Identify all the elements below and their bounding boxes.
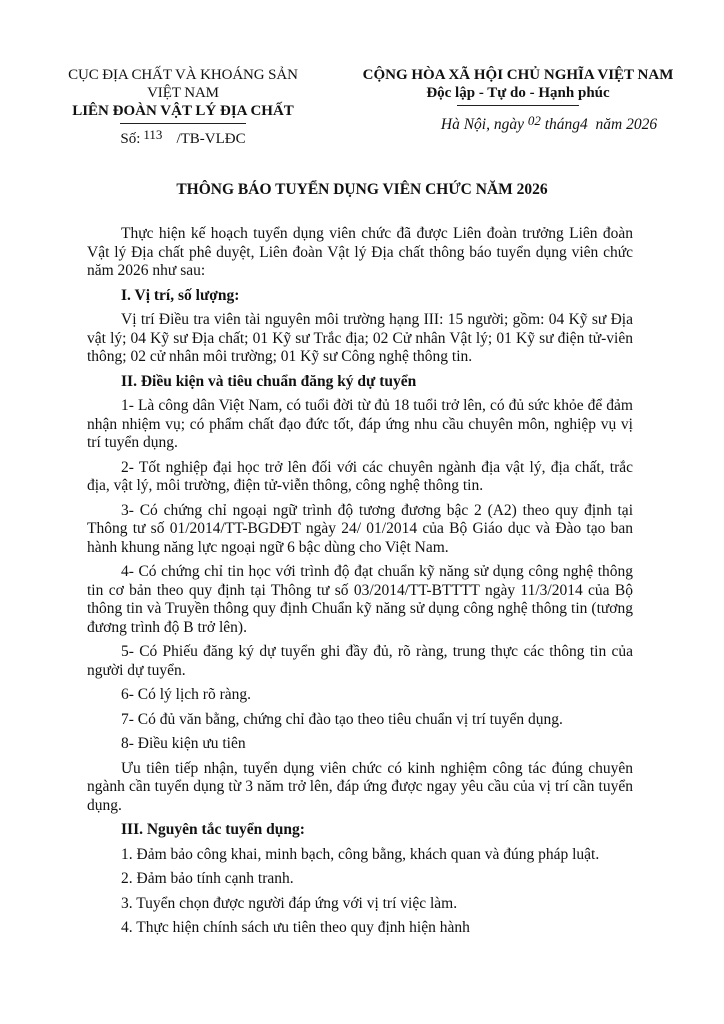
section-2-heading: II. Điều kiện và tiêu chuẩn đăng ký dự tuyển <box>121 372 417 390</box>
principle-item: 2. Đảm bảo tính cạnh tranh. <box>121 870 294 887</box>
doc-number-value: 113 <box>143 127 163 142</box>
section-3-heading: III. Nguyên tắc tuyển dụng: <box>121 821 305 838</box>
section-1-heading: I. Vị trí, số lượng: <box>121 286 240 304</box>
document-number <box>48 127 318 148</box>
principle-item: 4. Thực hiện chính sách ưu tiên theo quy định hiện hành <box>121 919 470 936</box>
date-year: năm 2026 <box>595 116 658 133</box>
agency-line-2: VIỆT NAM <box>147 85 219 101</box>
national-header <box>348 66 688 134</box>
intro-paragraph: Thực hiện kế hoạch tuyển dụng viên chức đã được Liên đoàn trưởng Liên đoàn Vật lý Địa chất phê duyệt, Liên đoàn Vật lý Địa chất thông báo tuyển dụng viên chức năm 2026 như sau: <box>87 225 633 279</box>
condition-item: 5- Có Phiếu đăng ký dự tuyển ghi đầy đủ, rõ ràng, trung thực các thông tin của người dự tuyển. <box>87 643 633 679</box>
issuer-block <box>48 66 318 148</box>
motto-underline <box>457 105 579 106</box>
condition-item: 4- Có chứng chỉ tin học với trình độ đạt chuẩn kỹ năng sử dụng công nghệ thông tin cơ bản theo quy định tại Thông tư số 03/2014/TT-BTTTT ngày 11/3/2014 của Bộ thông tin và Truyền thông quy định Chuẩn kỹ năng sử dụng công nghệ thông tin (tương đương trình độ B trở lên). <box>87 563 633 636</box>
issuer-underline <box>120 123 246 124</box>
condition-item: 6- Có lý lịch rõ ràng. <box>121 686 252 703</box>
condition-item: 1- Là công dân Việt Nam, có tuổi đời từ đủ 18 tuổi trở lên, có đủ sức khỏe để đảm nhận nhiệm vụ; có phẩm chất đạo đức tốt, đáp ứng nhu cầu chuyên môn, nghiệp vụ vị trí tuyển dụng. <box>87 397 633 451</box>
date-month: 4 <box>580 116 588 133</box>
month-label: tháng <box>544 116 581 133</box>
date-day: 02 <box>527 113 541 128</box>
condition-item: 3- Có chứng chỉ ngoại ngữ trình độ tương đương bậc 2 (A2) theo quy định tại Thông tư số 01/2014/TT-BGDĐT ngày 24/ 01/2014 của Bộ Giáo dục và Đào tạo ban hành khung năng lực ngoại ngữ 6 bậc dùng cho Việt Nam. <box>87 501 633 556</box>
national-motto: Độc lập - Tự do - Hạnh phúc <box>426 85 610 101</box>
document-body <box>87 225 633 944</box>
place-date <box>348 113 688 134</box>
priority-text: Ưu tiên tiếp nhận, tuyển dụng viên chức có kinh nghiệm công tác đúng chuyên ngành cần tuyển dụng từ 3 năm trở lên, đáp ứng được ngay yêu cầu của vị trí cần tuyển dụng. <box>87 759 633 814</box>
condition-item: 8- Điều kiện ưu tiên <box>121 735 246 752</box>
document-title: THÔNG BÁO TUYỂN DỤNG VIÊN CHỨC NĂM 2026 <box>176 181 548 198</box>
organization-name: LIÊN ĐOÀN VẬT LÝ ĐỊA CHẤT <box>72 103 294 119</box>
principle-item: 3. Tuyển chọn được người đáp ứng với vị trí việc làm. <box>121 894 458 912</box>
doc-prefix: Số: <box>120 131 141 147</box>
doc-suffix: /TB-VLĐC <box>176 131 246 147</box>
place-prefix: Hà Nội, ngày <box>440 116 524 133</box>
principle-item: 1. Đảm bảo công khai, minh bạch, công bằng, khách quan và đúng pháp luật. <box>121 845 600 863</box>
section-1-text: Vị trí Điều tra viên tài nguyên môi trường hạng III: 15 người; gồm: 04 Kỹ sư Địa vật lý; 04 Kỹ sư Địa chất; 01 Kỹ sư Trắc địa; 02 Cử nhân Vật lý; 01 Kỹ sư điện tử-viên thông; 02 cử nhân môi trường; 01 Kỹ sư Công nghệ thông tin. <box>87 311 633 365</box>
condition-item: 7- Có đủ văn bằng, chứng chỉ đào tạo theo tiêu chuẩn vị trí tuyển dụng. <box>121 710 563 728</box>
agency-line-1: CỤC ĐỊA CHẤT VÀ KHOÁNG SẢN <box>68 67 298 83</box>
condition-item: 2- Tốt nghiệp đại học trở lên đối với các chuyên ngành địa vật lý, địa chất, trắc địa, vật lý, môi trường, điện tử-viễn thông, công nghệ thông tin. <box>87 458 633 494</box>
nation-name: CỘNG HÒA XÃ HỘI CHỦ NGHĨA VIỆT NAM <box>362 67 674 83</box>
